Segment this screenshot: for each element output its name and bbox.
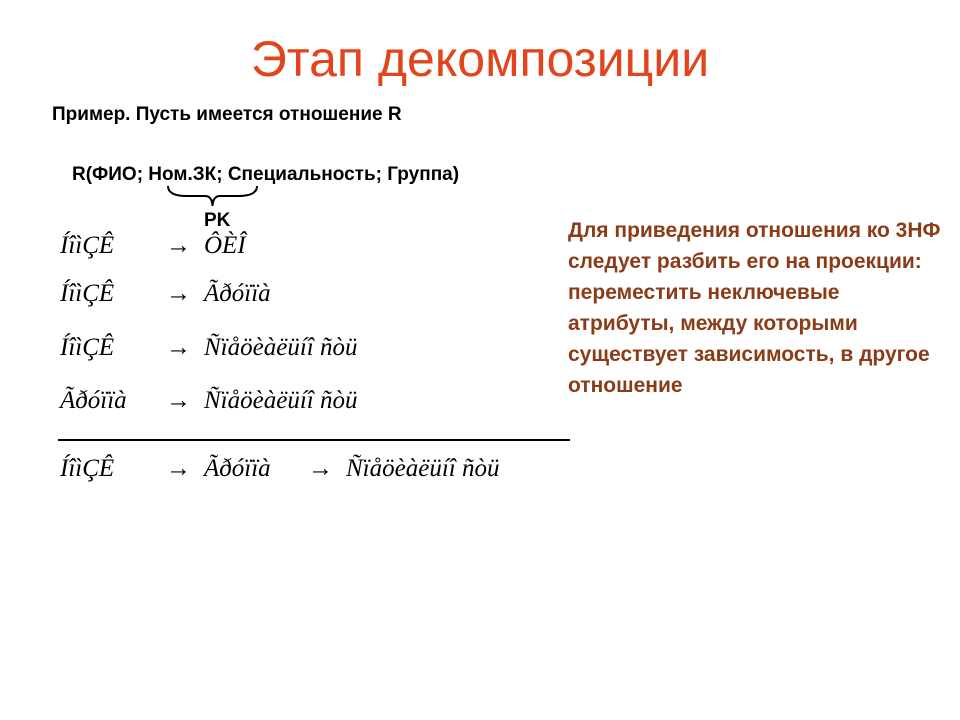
arrow-icon: →	[166, 232, 191, 259]
slide-title: Этап декомпозиции	[250, 31, 710, 87]
divider-line	[58, 439, 570, 441]
result-attribute-b: Ãðóïïà	[204, 455, 271, 482]
primary-key-label: PK	[204, 210, 231, 231]
dependency-right: Ñïåöèàëüíî ñòü	[204, 334, 358, 361]
relation-schema: R(ФИО; Ном.ЗК; Специальность; Группа)	[72, 164, 460, 185]
arrow-icon: →	[308, 455, 333, 482]
result-attribute-a: ÍîìÇÊ	[60, 455, 115, 482]
dependency-right: Ãðóïïà	[204, 280, 271, 307]
arrow-icon: →	[166, 280, 191, 307]
dependency-left: Ãðóïïà	[60, 387, 127, 414]
dependency-right: Ñïåöèàëüíî ñòü	[204, 387, 358, 414]
primary-key-brace	[165, 184, 260, 210]
dependency-left: ÍîìÇÊ	[60, 334, 115, 361]
result-attribute-c: Ñïåöèàëüíî ñòü	[346, 455, 500, 482]
example-intro: Пример. Пусть имеется отношение R	[52, 104, 402, 125]
dependency-right: ÔÈÎ	[204, 232, 246, 259]
dependency-left: ÍîìÇÊ	[60, 232, 115, 259]
arrow-icon: →	[166, 334, 191, 361]
dependency-left: ÍîìÇÊ	[60, 280, 115, 307]
arrow-icon: →	[166, 387, 191, 414]
arrow-icon: →	[166, 455, 191, 482]
explanation-note: Для приведения отношения ко 3НФ следует разбить его на проекции: переместить неключевые атрибуты, между которыми существует зависимость, в другое отношение	[568, 219, 941, 397]
